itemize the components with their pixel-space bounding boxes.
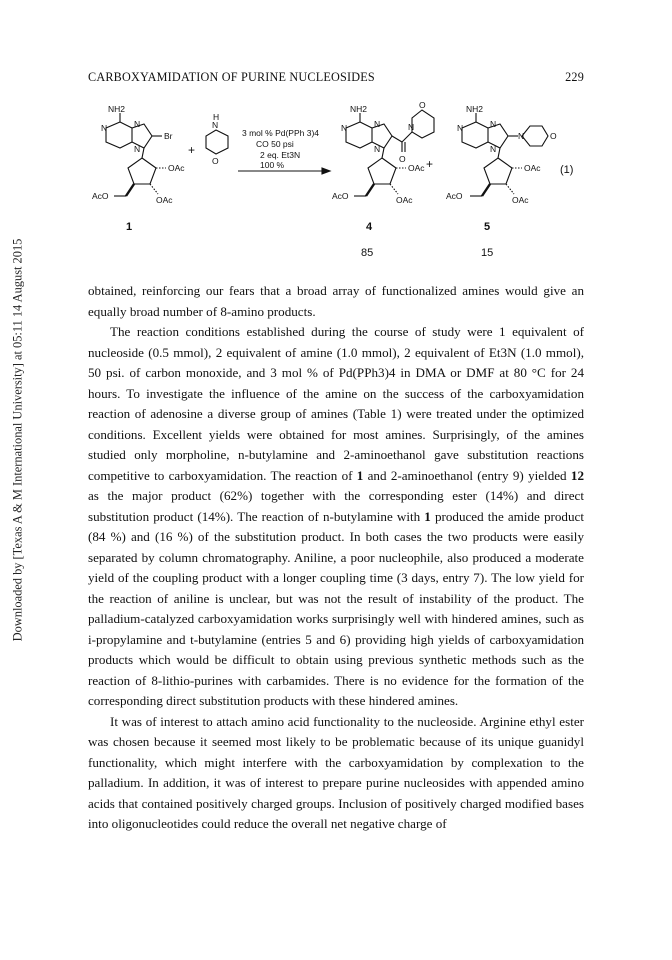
- compound-5-n3: N: [490, 144, 497, 154]
- condition-co: CO 50 psi: [256, 139, 294, 149]
- compound-1-oac-2: OAc: [156, 195, 173, 205]
- compound-4-n3: N: [374, 144, 381, 154]
- compound-5-oac-2: OAc: [512, 195, 529, 205]
- paragraph-2-part-e: produced the amide product (84 %) and (16 %) of the substitution product. In both cases the two products were easily separated by column chromatography. Aniline, a poor nucleophile, also produced a moderate yield of the coupling product with a longer coupling time (3 days, entry 7). The low yield for the reaction of aniline is unclear, but was not the result of instability of the product. The palladium-catalyzed carboxyamidation works surprisingly well with hindered amines, such as i-propylamine and t-butylamine (entries 5 and 6) providing high yields of carboxyamidation products which would be difficult to obtain using previous synthetic methods such as the reaction of 8-lithio-purines with carbamides. There is no evidence for the formation of the corresponding direct substitution products with these hindered amines.: [88, 508, 584, 708]
- compound-5-nh2: NH2: [466, 104, 484, 114]
- compound-1-structure: [92, 104, 185, 205]
- paragraph-1: obtained, reinforcing our fears that a broad array of functionalized amines would give an equally broad number of 8-amino products.: [88, 283, 584, 319]
- compound-5-o-ring: O: [550, 131, 557, 141]
- compound-4-n1: N: [341, 123, 348, 133]
- plus-sign-2: +: [426, 157, 434, 171]
- paragraph-2-part-a: The reaction conditions established during the course of study were 1 equivalent of nucleoside (0.5 mmol), 2 equivalent of amine (1.0 mmol), 2 equivalent of Et3N (1.0 mmol), 50 psi. of carbon monoxide, and 3 mol % of Pd(PPh3)4 in DMA or DMF at 80 °C for 24 hours. To investigate the influence of the amine on the success of the carboxyamidation reaction of adenosine a diverse group of amines (Table 1) were treated under the optimized conditions. Excellent yields were obtained for most amines. Surprisingly, of the amines studied only morpholine, n-butylamine and 2-aminoethanol gave substitution reactions competitive to carboxyamidation. The reaction of: [88, 324, 584, 483]
- compound-4-n2: N: [374, 119, 381, 129]
- compound-1-br: Br: [164, 131, 173, 141]
- plus-sign-1: +: [188, 143, 196, 157]
- paragraph-2-part-d: as the major product (62%) together with the corresponding ester (14%) and direct substitution product (14%). The reaction of n-butylamine with: [88, 488, 584, 524]
- paragraph-2-part-c: and 2-aminoethanol (entry 9) yielded: [363, 467, 571, 483]
- compound-4-nh2: NH2: [350, 104, 368, 114]
- compound-1-label: 1: [126, 221, 133, 233]
- compound-4-aco: AcO: [332, 191, 349, 201]
- compound-5-yield: 15: [481, 247, 494, 259]
- condition-base: 2 eq. Et3N: [260, 150, 301, 160]
- morpholine-structure: [206, 112, 228, 166]
- running-title: CARBOXYAMIDATION OF PURINE NUCLEOSIDES: [88, 70, 375, 84]
- compound-1-n2: N: [134, 119, 141, 129]
- paragraph-2: [88, 322, 584, 712]
- compound-1-oac: OAc: [168, 163, 185, 173]
- compound-4-o-ring: O: [419, 100, 426, 110]
- compound-4-n-amide: N: [408, 122, 415, 132]
- compound-5-aco: AcO: [446, 191, 463, 201]
- compound-ref-12: 12: [570, 467, 584, 483]
- body-text: [88, 281, 584, 835]
- compound-1-n1: N: [101, 123, 108, 133]
- equation-number: (1): [560, 164, 574, 176]
- compound-ref-1: 1: [356, 467, 364, 483]
- compound-1-aco: AcO: [92, 191, 109, 201]
- compound-4-yield: 85: [361, 247, 374, 259]
- compound-1-nh2: NH2: [108, 104, 126, 114]
- condition-catalyst: 3 mol % Pd(PPh 3)4: [242, 128, 320, 138]
- condition-temp: 100 %: [260, 160, 285, 170]
- compound-5-label: 5: [484, 221, 491, 233]
- compound-5-n2: N: [490, 119, 497, 129]
- compound-4-oac: OAc: [408, 163, 425, 173]
- reaction-scheme: [90, 98, 590, 275]
- download-watermark: [0, 0, 36, 960]
- compound-1-n3: N: [134, 144, 141, 154]
- compound-ref-1b: 1: [424, 508, 431, 524]
- compound-4-o: O: [399, 154, 406, 164]
- compound-4-label: 4: [366, 221, 373, 233]
- paragraph-3: It was of interest to attach amino acid functionality to the nucleoside. Arginine ethyl ester was chosen because it seemed most likely to be problematic because of its unique guanidyl functionality, which might interfere with the carboxyamidation by complexation to the palladium. In addition, it was of interest to prepare purine nucleosides with appended amino acids that contained positively charged groups. Inclusion of positively charged modified bases into oligonucleotides could reduce the overall net negative charge of: [88, 713, 584, 831]
- compound-5-n-morph: N: [518, 131, 525, 141]
- compound-5-n1: N: [457, 123, 464, 133]
- compound-4-oac-2: OAc: [396, 195, 413, 205]
- compound-5-oac: OAc: [524, 163, 541, 173]
- page-number: 229: [565, 70, 584, 84]
- morpholine-nh-n: N: [212, 120, 219, 130]
- morpholine-h: H: [213, 112, 220, 122]
- compound-4-structure: [332, 100, 434, 205]
- compound-5-structure: [446, 104, 557, 205]
- download-note: Downloaded by [Texas A & M International University] at 05:11 14 August 2015: [10, 238, 25, 642]
- reaction-scheme-svg: [90, 98, 590, 270]
- morpholine-o: O: [212, 156, 219, 166]
